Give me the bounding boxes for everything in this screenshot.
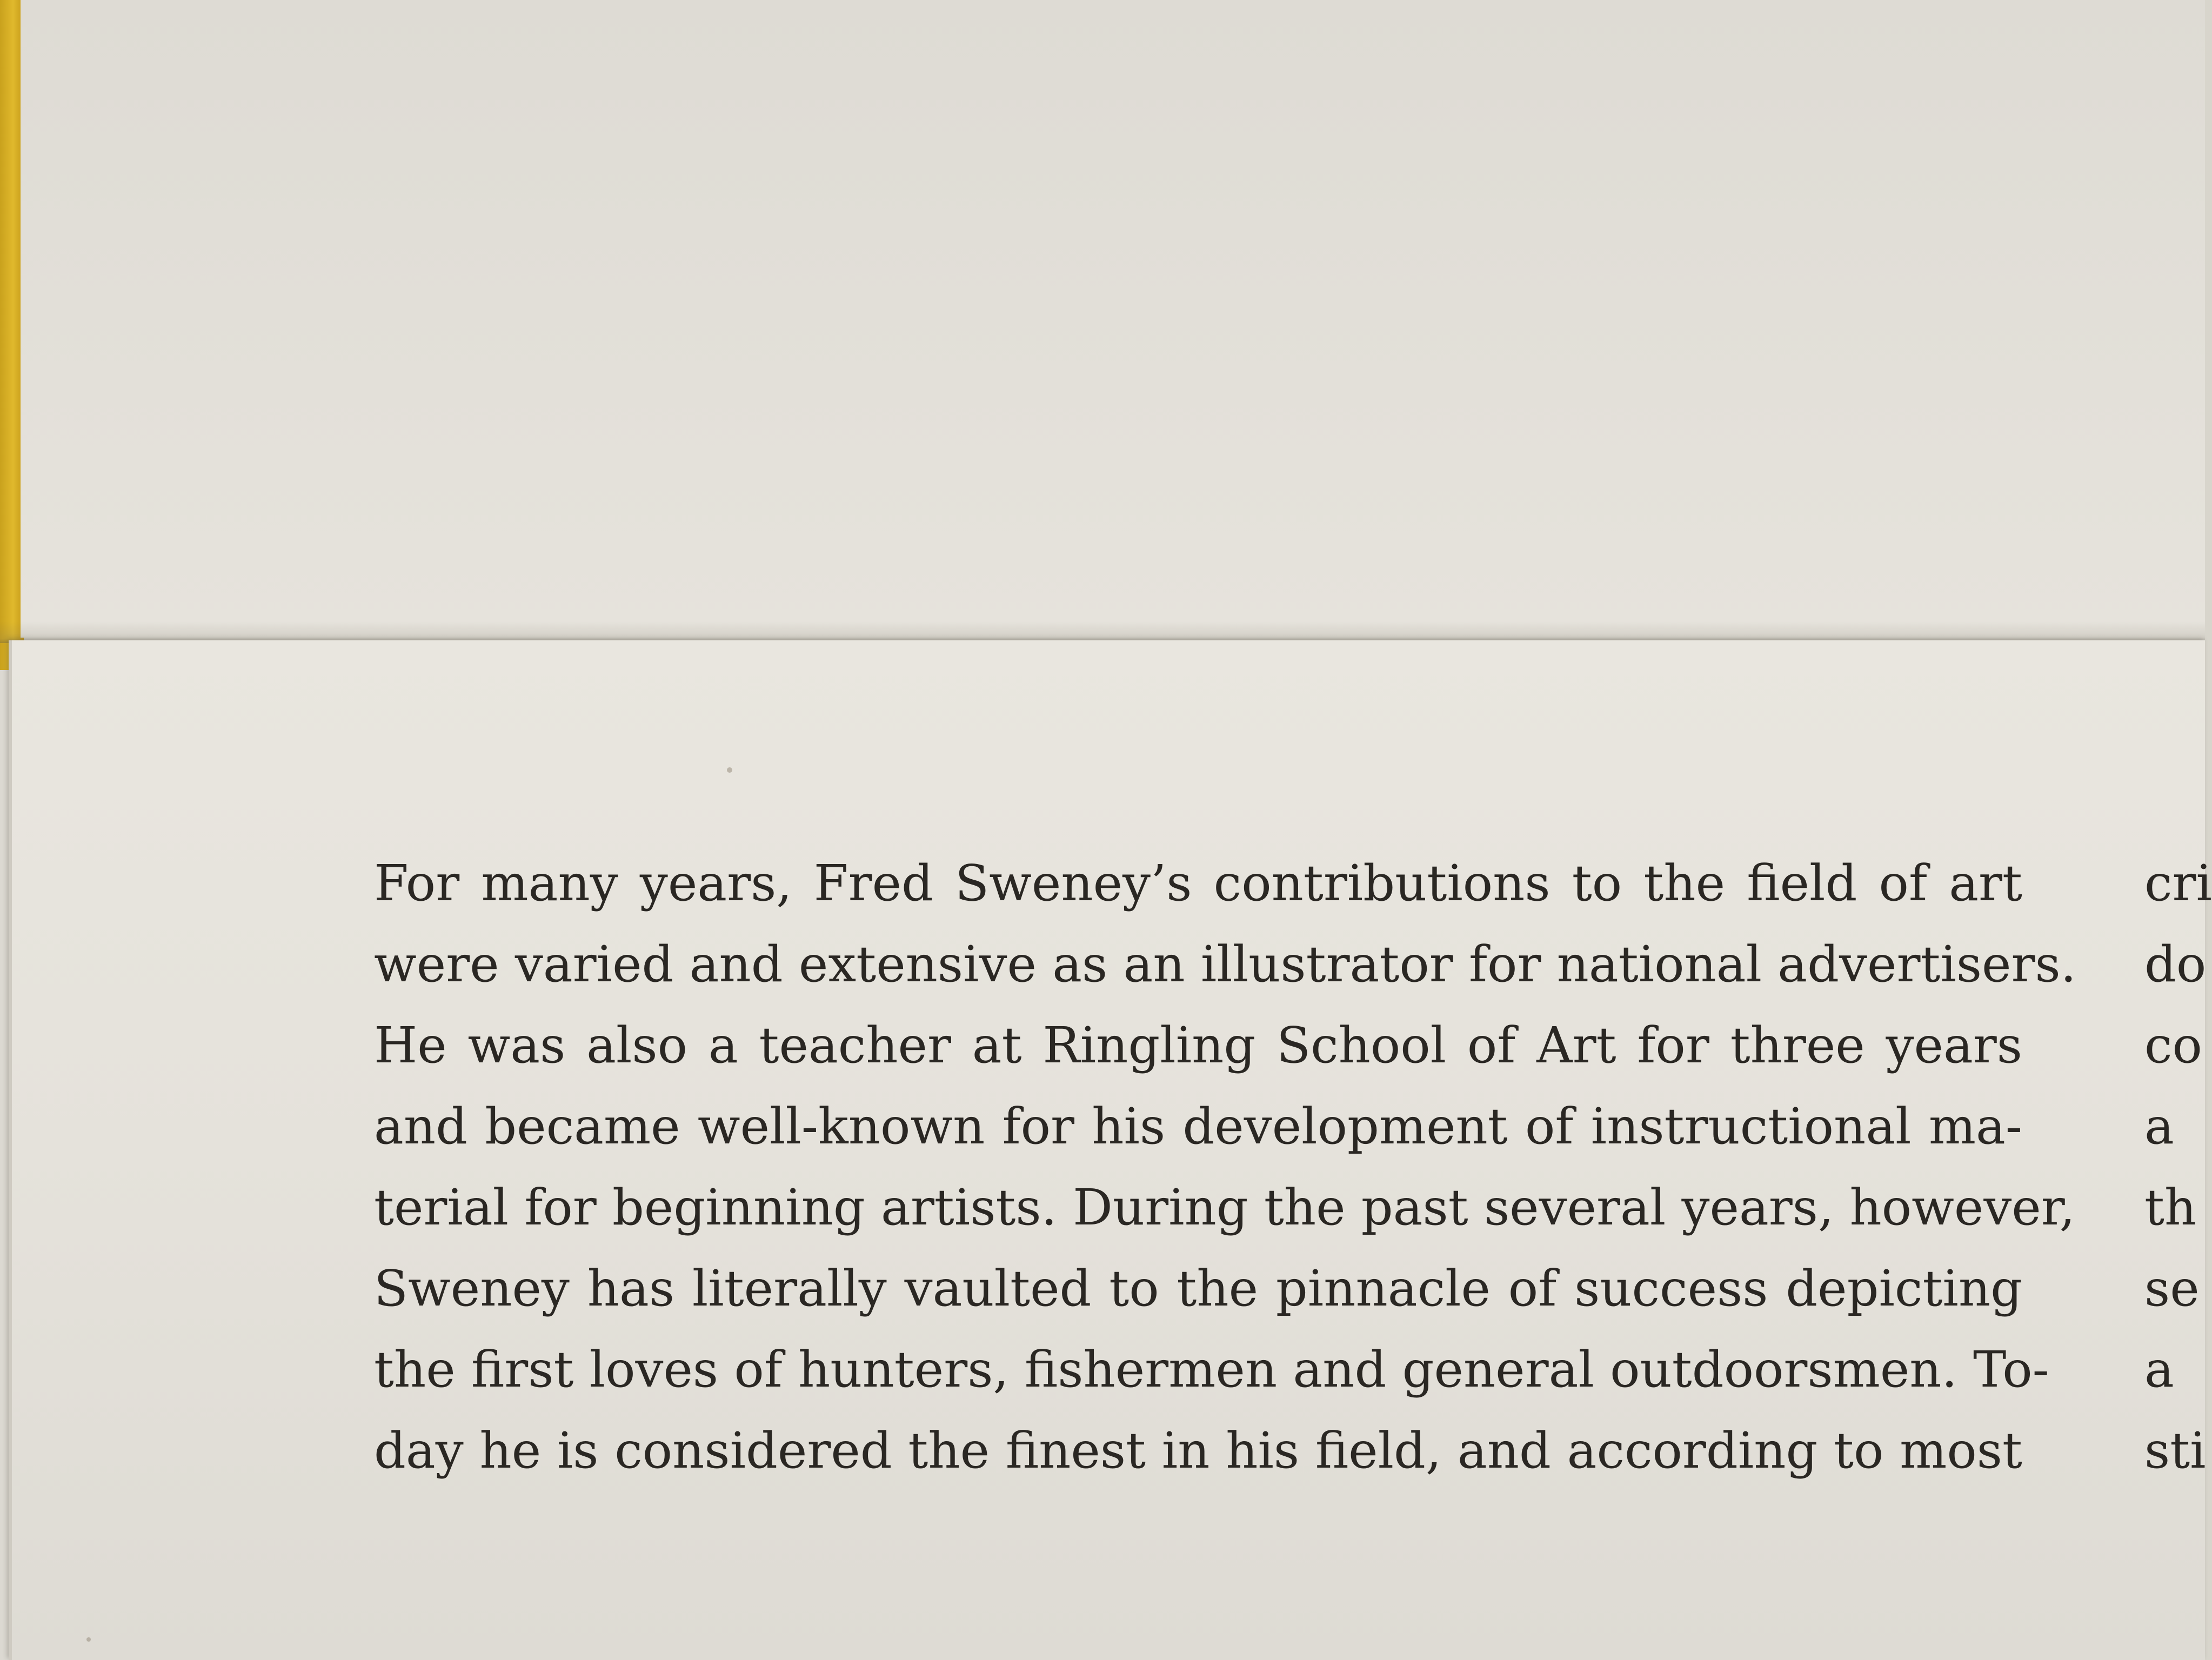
- page-fold-shadow: [0, 621, 2205, 643]
- paragraph-line: Sweney has literally vaulted to the pinnacle of success depicting: [374, 1260, 2022, 1317]
- paper-speck: [727, 767, 732, 773]
- paper-speck: [86, 1637, 91, 1642]
- cutoff-fragment: sti: [2144, 1422, 2206, 1480]
- cutoff-fragment: co: [2144, 1016, 2202, 1074]
- cutoff-fragment: se: [2144, 1260, 2200, 1317]
- paragraph-line: For many years, Fred Sweney’s contributions to the field of art: [374, 854, 2022, 912]
- paragraph-line: terial for beginning artists. During the past several years, however,: [374, 1179, 2075, 1236]
- cutoff-fragment: a: [2144, 1341, 2174, 1398]
- paragraph-line: the first loves of hunters, fishermen and general outdoorsmen. To-: [374, 1341, 2049, 1398]
- paragraph-line: day he is considered the finest in his field, and according to most: [374, 1422, 2022, 1480]
- cutoff-fragment: do: [2144, 935, 2207, 993]
- next-column-cutoff: [2144, 843, 2212, 1491]
- lower-page-edge: [9, 640, 12, 1660]
- cutoff-fragment: cri: [2144, 854, 2212, 912]
- body-paragraph: [374, 843, 2076, 1491]
- cutoff-fragment: a: [2144, 1097, 2174, 1155]
- paragraph-line: and became well-known for his development of instructional ma-: [374, 1097, 2022, 1155]
- blank-upper-page: [21, 0, 2205, 638]
- paragraph-line: were varied and extensive as an illustrator for national advertisers.: [374, 935, 2076, 993]
- cutoff-fragment: th: [2144, 1179, 2197, 1236]
- paragraph-line: He was also a teacher at Ringling School of Art for three years: [374, 1016, 2022, 1074]
